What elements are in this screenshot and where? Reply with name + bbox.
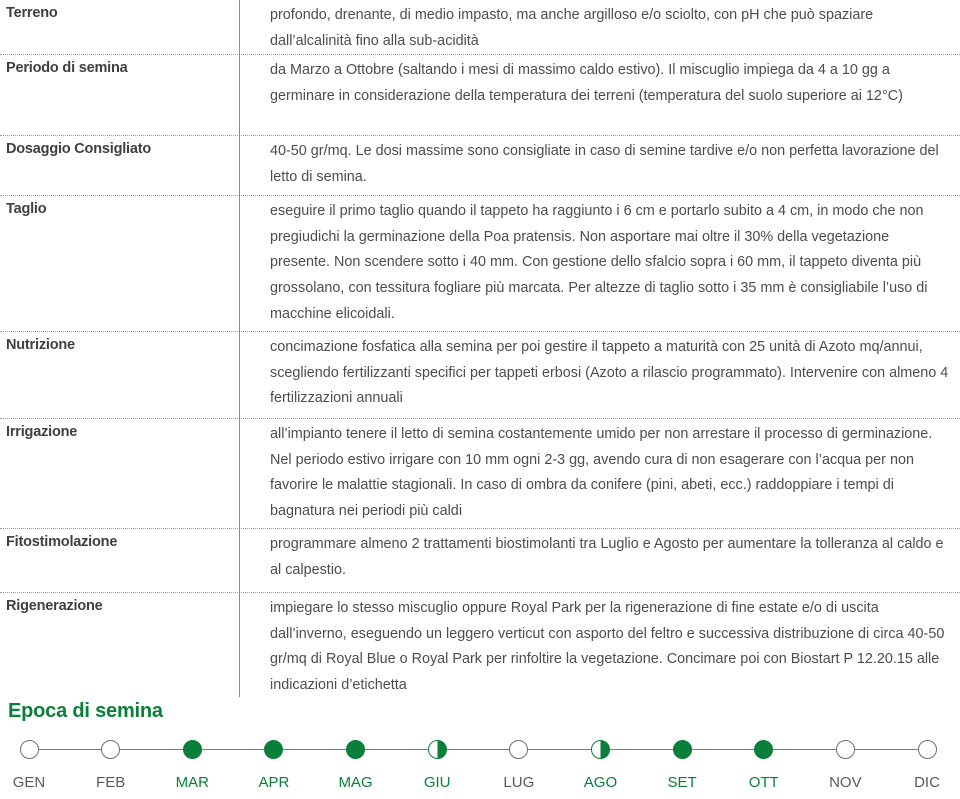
row-text: concimazione fosfatica alla semina per poi gestire il tappeto a maturità con 25 unità di Azoto mq/annui, scegliendo fertilizzanti specifici per tappeti erbosi (Azoto a rilascio programmato). Intervenire con almeno 4 fertilizzazioni annuali <box>270 339 949 407</box>
table-row <box>0 55 960 136</box>
month-label-giu: GIU <box>423 774 451 791</box>
table-row <box>0 529 960 593</box>
row-text: all’impianto tenere il letto di semina costantemente umido per non arrestare il processo di germinazione. Nel periodo estivo irrigare con 10 mm ogni 2-3 gg, avendo cura di non esagerare con l’acqua per non favorire le malattie stagionali. In caso di ombra da conifere (pini, abeti, ecc.) raddoppiare i tempi di bagnatura nei periodi più caldi <box>270 426 933 520</box>
row-label: Rigenerazione <box>6 598 103 614</box>
row-label: Fitostimolazione <box>6 534 118 550</box>
month-label-gen: GEN <box>12 774 46 791</box>
month-marker-nov <box>836 740 855 759</box>
row-text: programmare almeno 2 trattamenti biostimolanti tra Luglio e Agosto per aumentare la tolleranza al caldo e al calpestio. <box>270 536 944 578</box>
table-row <box>0 196 960 332</box>
month-label-ago: AGO <box>583 774 618 791</box>
column-divider <box>239 0 240 697</box>
sowing-period-title: Epoca di semina <box>8 700 163 722</box>
row-text: eseguire il primo taglio quando il tappeto ha raggiunto i 6 cm e portarlo subito a 4 cm, in modo che non pregiudichi la germinazione della Poa pratensis. Non asportare mai oltre il 30% della vegetazione presente. Non scendere sotto i 40 mm. Con gestione dello sfalcio sopra i 60 mm, il tappeto diventa più grossolano, con tessitura fogliare più marcata. Per altezze di taglio sotto i 35 mm è consigliabile l’uso di macchine elicoidali. <box>270 203 928 322</box>
month-marker-gen <box>20 740 39 759</box>
row-text: profondo, drenante, di medio impasto, ma anche argilloso e/o sciolto, con pH che può spaziare dall’alcalinità fino alla sub-acidità <box>270 7 874 49</box>
month-label-nov: NOV <box>829 774 862 791</box>
row-text: da Marzo a Ottobre (saltando i mesi di massimo caldo estivo). Il miscuglio impiega da 4 a 10 gg a germinare in considerazione della temperatura dei terreni (temperatura del suolo superiore ai 12°C) <box>270 62 903 104</box>
month-marker-mag <box>346 740 365 759</box>
row-label: Nutrizione <box>6 337 75 353</box>
row-label: Terreno <box>6 5 58 21</box>
month-marker-giu <box>428 740 447 759</box>
table-row <box>0 136 960 196</box>
row-label: Dosaggio Consigliato <box>6 141 152 157</box>
month-marker-feb <box>101 740 120 759</box>
month-marker-dic <box>918 740 937 759</box>
month-label-mag: MAG <box>338 774 373 791</box>
month-marker-mar <box>183 740 202 759</box>
month-label-ott: OTT <box>748 774 779 791</box>
row-text: impiegare lo stesso miscuglio oppure Royal Park per la rigenerazione di fine estate e/o di uscita dall’inverno, eseguendo un leggero verticut con asporto del feltro e successiva distribuzione di circa 40-50 gr/mq di Royal Blue o Royal Park per rinfoltire la vegetazione. Concimare poi con Biostart P 12.20.15 alle indicazioni d’etichetta <box>270 600 945 694</box>
month-marker-set <box>673 740 692 759</box>
month-label-dic: DIC <box>914 774 940 791</box>
month-marker-lug <box>509 740 528 759</box>
table-row <box>0 593 960 703</box>
month-label-feb: FEB <box>96 774 126 791</box>
month-label-set: SET <box>667 774 697 791</box>
month-marker-ago <box>591 740 610 759</box>
row-label: Taglio <box>6 201 47 217</box>
row-label: Periodo di semina <box>6 60 128 76</box>
row-text: 40-50 gr/mq. Le dosi massime sono consigliate in caso di semine tardive e/o non perfetta lavorazione del letto di semina. <box>270 143 939 185</box>
row-label: Irrigazione <box>6 424 78 440</box>
month-label-lug: LUG <box>503 774 535 791</box>
month-marker-apr <box>264 740 283 759</box>
table-row <box>0 332 960 419</box>
timeline-line <box>29 749 927 750</box>
month-label-mar: MAR <box>175 774 209 791</box>
month-marker-ott <box>754 740 773 759</box>
table-row <box>0 419 960 529</box>
month-label-apr: APR <box>258 774 290 791</box>
table-row <box>0 0 960 55</box>
